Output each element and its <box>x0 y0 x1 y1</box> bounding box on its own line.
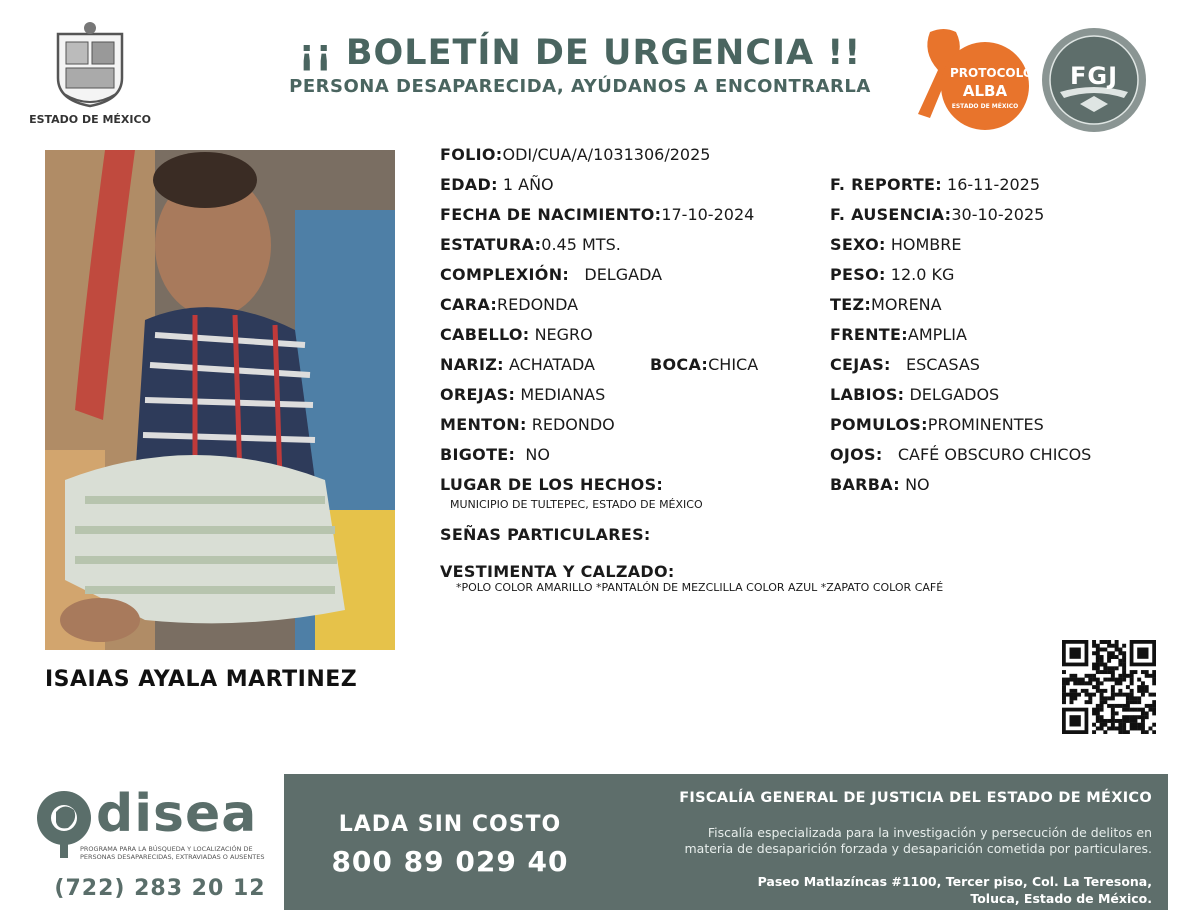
missing-person-photo <box>45 150 395 650</box>
folio-value: ODI/CUA/A/1031306/2025 <box>502 145 711 164</box>
bigote-label: BIGOTE: <box>440 445 516 464</box>
toll-free-label: LADA SIN COSTO <box>338 812 562 837</box>
field-frente <box>830 325 967 344</box>
nacimiento-label: FECHA DE NACIMIENTO: <box>440 205 662 224</box>
bulletin-subheadline: PERSONA DESAPARECIDA, AYÚDANOS A ENCONTRARLA <box>289 76 871 97</box>
estatura-value: 0.45 MTS. <box>541 235 621 254</box>
ojos-value: CAFÉ OBSCURO CHICOS <box>897 445 1092 464</box>
ausencia-value: 30-10-2025 <box>951 205 1045 224</box>
complexion-label: COMPLEXIÓN: <box>440 265 570 284</box>
field-vestimenta <box>440 562 675 581</box>
tez-value: MORENA <box>871 295 942 314</box>
sexo-value: HOMBRE <box>890 235 962 254</box>
field-menton <box>440 415 615 434</box>
field-orejas <box>440 385 605 404</box>
orejas-label: OREJAS: <box>440 385 516 404</box>
field-complexion <box>440 265 662 284</box>
field-nacimiento <box>440 205 754 224</box>
field-ojos <box>830 445 1091 464</box>
tez-label: TEZ: <box>830 295 872 314</box>
alba-state-text: ESTADO DE MÉXICO <box>951 103 1019 110</box>
field-sexo <box>830 235 961 254</box>
qr-code[interactable] <box>1062 640 1156 734</box>
address-line-2: Toluca, Estado de México. <box>970 891 1152 906</box>
cara-label: CARA: <box>440 295 498 314</box>
estatura-label: ESTATURA: <box>440 235 542 254</box>
ausencia-label: F. AUSENCIA: <box>830 205 952 224</box>
nariz-label: NARIZ: <box>440 355 504 374</box>
field-boca <box>650 355 758 374</box>
barba-label: BARBA: <box>830 475 900 494</box>
senas-label: SEÑAS PARTICULARES: <box>440 525 651 544</box>
field-edad <box>440 175 554 194</box>
reporte-label: F. REPORTE: <box>830 175 942 194</box>
toll-free-number: 800 89 029 40 <box>331 845 569 878</box>
fiscalia-address <box>600 873 1152 907</box>
orejas-value: MEDIANAS <box>520 385 606 404</box>
field-reporte <box>830 175 1040 194</box>
odisea-tagline: PROGRAMA PARA LA BÚSQUEDA Y LOCALIZACIÓN DE PERSONAS DESAPARECIDAS, EXTRAVIADAS O AUSENTES <box>80 845 265 861</box>
field-estatura <box>440 235 621 254</box>
field-senas <box>440 525 651 544</box>
odisea-wordmark: disea <box>96 784 258 844</box>
fiscalia-title: FISCALÍA GENERAL DE JUSTICIA DEL ESTADO DE MÉXICO <box>679 790 1152 806</box>
bigote-value: NO <box>525 445 550 464</box>
frente-value: AMPLIA <box>907 325 967 344</box>
state-seal-logo <box>50 20 130 108</box>
fiscalia-description <box>600 825 1152 857</box>
cara-value: REDONDA <box>497 295 579 314</box>
menton-value: REDONDO <box>531 415 615 434</box>
field-cabello <box>440 325 593 344</box>
lugar-label: LUGAR DE LOS HECHOS: <box>440 475 664 494</box>
cabello-label: CABELLO: <box>440 325 530 344</box>
cabello-value: NEGRO <box>534 325 593 344</box>
fiscalia-desc-line-2: materia de desaparición forzada y desaparición cometida por particulares. <box>684 841 1152 856</box>
bulletin-headline: ¡¡ BOLETÍN DE URGENCIA !! <box>298 33 862 73</box>
boca-label: BOCA: <box>650 355 709 374</box>
edad-value: 1 AÑO <box>502 175 554 194</box>
address-line-1: Paseo Matlazíncas #1100, Tercer piso, Col. La Teresona, <box>757 874 1152 889</box>
alba-name-text: ALBA <box>962 82 1008 100</box>
frente-label: FRENTE: <box>830 325 908 344</box>
labios-value: DELGADOS <box>909 385 1000 404</box>
alba-protocolo-text: PROTOCOLO <box>950 66 1034 80</box>
peso-label: PESO: <box>830 265 886 284</box>
field-ausencia <box>830 205 1044 224</box>
field-folio <box>440 145 710 164</box>
field-cara <box>440 295 578 314</box>
complexion-value: DELGADA <box>584 265 663 284</box>
pomulos-label: POMULOS: <box>830 415 928 434</box>
field-labios <box>830 385 999 404</box>
fiscalia-desc-line-1: Fiscalía especializada para la investigación y persecución de delitos en <box>707 825 1152 840</box>
barba-value: NO <box>905 475 930 494</box>
field-bigote <box>440 445 550 464</box>
labios-label: LABIOS: <box>830 385 905 404</box>
contact-phone: (722) 283 20 12 <box>54 876 266 901</box>
edad-label: EDAD: <box>440 175 498 194</box>
field-lugar <box>440 475 663 494</box>
lugar-value: MUNICIPIO DE TULTEPEC, ESTADO DE MÉXICO <box>450 498 703 511</box>
missing-person-name: ISAIAS AYALA MARTINEZ <box>45 667 358 692</box>
peso-value: 12.0 KG <box>890 265 955 284</box>
nariz-value: ACHATADA <box>508 355 595 374</box>
vestimenta-label: VESTIMENTA Y CALZADO: <box>440 562 675 581</box>
field-peso <box>830 265 954 284</box>
state-label: ESTADO DE MÉXICO <box>29 113 151 126</box>
cejas-label: CEJAS: <box>830 355 891 374</box>
field-tez <box>830 295 942 314</box>
field-cejas <box>830 355 980 374</box>
folio-label: FOLIO: <box>440 145 503 164</box>
reporte-value: 16-11-2025 <box>947 175 1041 194</box>
nacimiento-value: 17-10-2024 <box>661 205 755 224</box>
cejas-value: ESCASAS <box>906 355 980 374</box>
menton-label: MENTON: <box>440 415 527 434</box>
vestimenta-value: *POLO COLOR AMARILLO *PANTALÓN DE MEZCLILLA COLOR AZUL *ZAPATO COLOR CAFÉ <box>456 581 944 594</box>
ojos-label: OJOS: <box>830 445 883 464</box>
field-nariz <box>440 355 595 374</box>
fgj-seal-text: FGJ <box>1069 62 1119 90</box>
field-barba <box>830 475 930 494</box>
field-pomulos <box>830 415 1044 434</box>
sexo-label: SEXO: <box>830 235 886 254</box>
pomulos-value: PROMINENTES <box>927 415 1044 434</box>
boca-value: CHICA <box>708 355 759 374</box>
